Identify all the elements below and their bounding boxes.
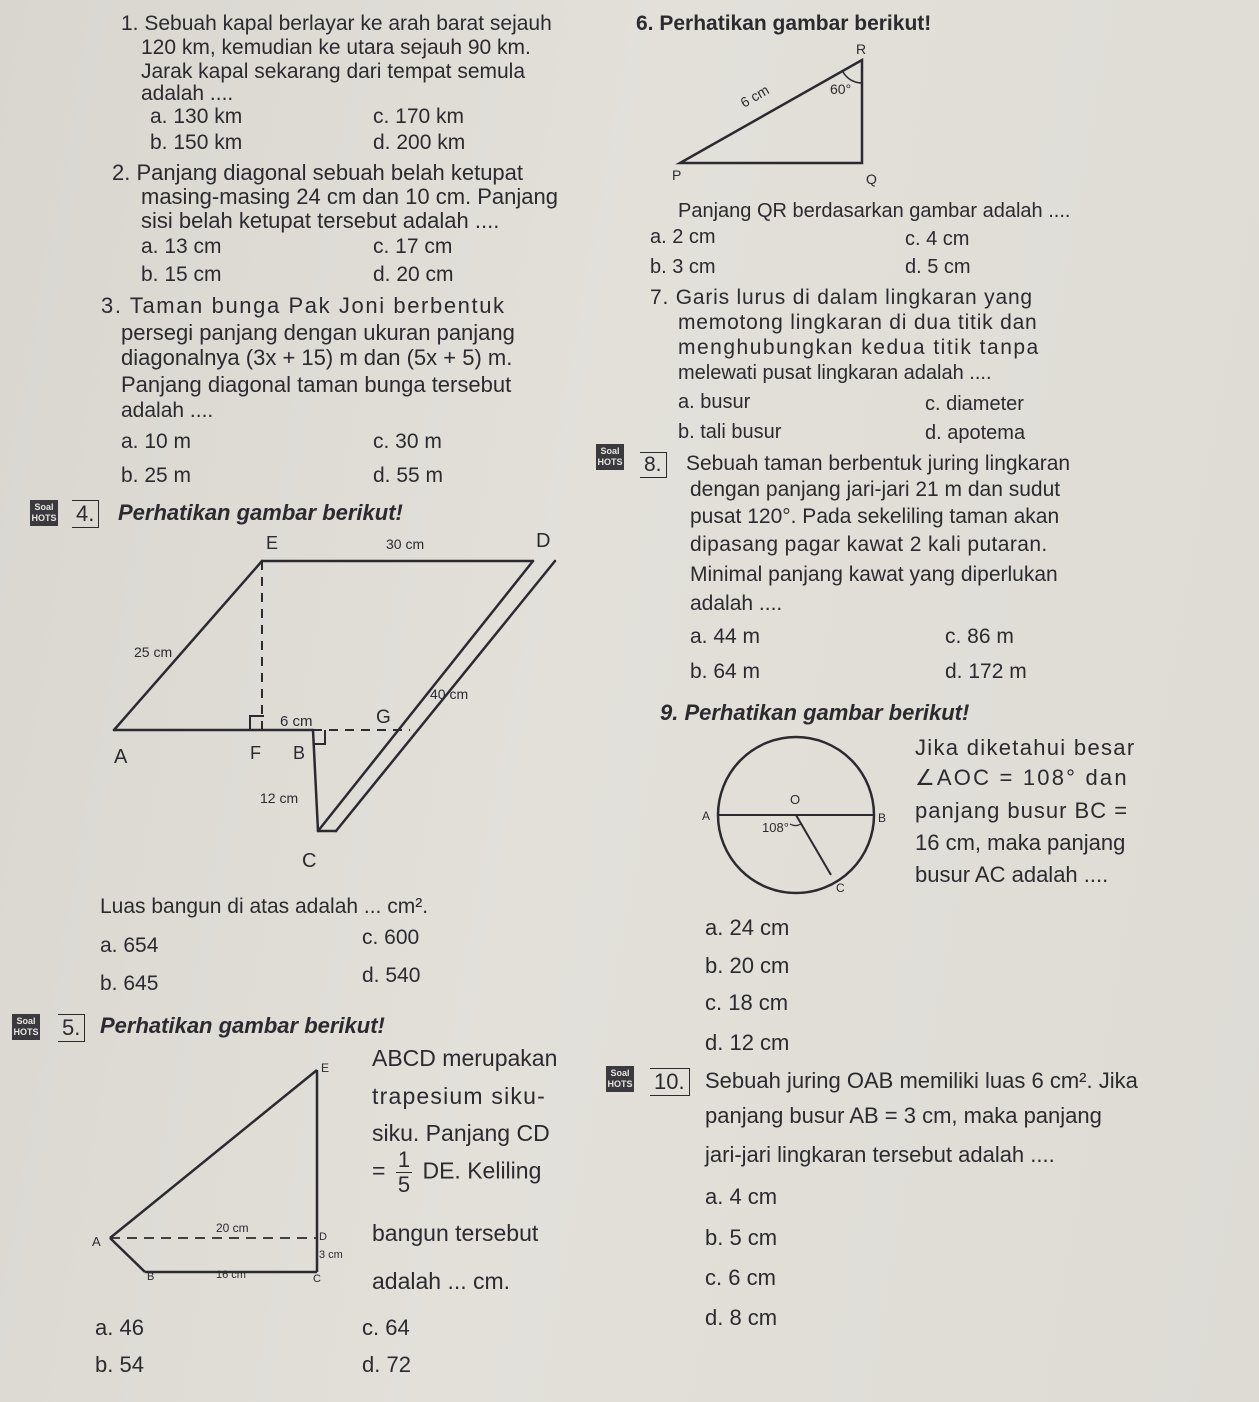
q4-label-bc: 12 cm xyxy=(260,790,299,806)
q7-option-d[interactable]: d. apotema xyxy=(925,422,1026,444)
q7-option-b[interactable]: b. tali busur xyxy=(678,421,782,443)
q6-label-angle: 60° xyxy=(830,81,852,97)
q4-option-d[interactable]: d. 540 xyxy=(362,964,421,987)
q7-line-2: memotong lingkaran di dua titik dan xyxy=(678,311,1038,334)
q9-line-1: Jika diketahui besar xyxy=(915,735,1136,760)
q2-line-1: 2. Panjang diagonal sebuah belah ketupat xyxy=(112,160,524,185)
q9-option-a[interactable]: a. 24 cm xyxy=(705,915,790,940)
q9-line-4: 16 cm, maka panjang xyxy=(915,830,1126,855)
q5-line-2: trapesium siku- xyxy=(372,1083,546,1109)
q6-question: Panjang QR berdasarkan gambar adalah .... xyxy=(678,200,1071,222)
q4-label-top: 30 cm xyxy=(386,536,425,552)
q4-label-f: F xyxy=(250,743,261,763)
q5-option-b[interactable]: b. 54 xyxy=(95,1352,144,1377)
q7-line-4: melewati pusat lingkaran adalah .... xyxy=(678,362,992,384)
q8-option-d[interactable]: d. 172 m xyxy=(945,660,1027,683)
q6-triangle xyxy=(680,60,862,163)
q6-option-b[interactable]: b. 3 cm xyxy=(650,256,716,278)
q4-label-a: A xyxy=(114,746,128,768)
q4-figure xyxy=(100,525,580,885)
q5-line-5: adalah ... cm. xyxy=(372,1268,511,1294)
q5-label-b: B xyxy=(147,1271,155,1283)
q7-option-c[interactable]: c. diameter xyxy=(925,393,1024,415)
q4-title: Perhatikan gambar berikut! xyxy=(118,500,403,525)
q2-option-b[interactable]: b. 15 cm xyxy=(141,263,222,286)
q4-question: Luas bangun di atas adalah ... cm². xyxy=(100,895,429,918)
q6-label-q: Q xyxy=(866,171,877,187)
q4-label-e: E xyxy=(266,533,279,553)
q4-number: 4. xyxy=(72,500,99,528)
q5-line-1: ABCD merupakan xyxy=(372,1045,558,1071)
q9-option-d[interactable]: d. 12 cm xyxy=(705,1030,790,1055)
hots-badge: Soal HOTS xyxy=(606,1066,634,1092)
q5-label-bc: 16 cm xyxy=(216,1269,246,1281)
q5-frac-num: 1 xyxy=(397,1147,411,1172)
hots-badge: Soal HOTS xyxy=(12,1014,40,1040)
q5-option-c[interactable]: c. 64 xyxy=(362,1315,410,1340)
q1-line-1: 1. Sebuah kapal berlayar ke arah barat sejauh xyxy=(121,12,552,35)
q8-option-b[interactable]: b. 64 m xyxy=(690,660,761,683)
q5-figure xyxy=(90,1060,370,1300)
q6-label-r: R xyxy=(856,41,867,57)
q8-line-5: Minimal panjang kawat yang diperlukan xyxy=(690,563,1058,586)
q4-option-c[interactable]: c. 600 xyxy=(362,926,420,949)
q9-line-3: panjang busur BC = xyxy=(915,798,1129,823)
q3-line-3: diagonalnya (3x + 15) m dan (5x + 5) m. xyxy=(121,345,513,370)
q7-line-3: menghubungkan kedua titik tanpa xyxy=(678,336,1040,359)
q2-option-c[interactable]: c. 17 cm xyxy=(373,235,453,258)
q5-label-cd: 3 cm xyxy=(319,1249,343,1261)
q6-option-d[interactable]: d. 5 cm xyxy=(905,256,971,278)
q6-title: 6. Perhatikan gambar berikut! xyxy=(636,12,932,35)
q3-option-a[interactable]: a. 10 m xyxy=(121,430,192,453)
q9-line-5: busur AC adalah .... xyxy=(915,862,1109,887)
q3-line-5: adalah .... xyxy=(121,399,214,422)
q4-label-b: B xyxy=(293,743,306,763)
q5-frac-den: 5 xyxy=(397,1172,411,1197)
q7-line-1: 7. Garis lurus di dalam lingkaran yang xyxy=(650,286,1033,309)
q10-line-2: panjang busur AB = 3 cm, maka panjang xyxy=(705,1103,1102,1128)
q2-option-d[interactable]: d. 20 cm xyxy=(373,263,454,286)
q5-option-d[interactable]: d. 72 xyxy=(362,1352,411,1377)
q5-line-3: siku. Panjang CD xyxy=(372,1120,550,1146)
q3-option-b[interactable]: b. 25 m xyxy=(121,464,192,487)
q3-option-d[interactable]: d. 55 m xyxy=(373,464,444,487)
q9-title: 9. Perhatikan gambar berikut! xyxy=(660,700,970,725)
q4-option-a[interactable]: a. 654 xyxy=(100,934,159,957)
q8-option-c[interactable]: c. 86 m xyxy=(945,625,1014,648)
q8-option-a[interactable]: a. 44 m xyxy=(690,625,761,648)
q4-label-d: D xyxy=(536,530,551,552)
q6-option-c[interactable]: c. 4 cm xyxy=(905,228,970,250)
q8-line-3: pusat 120°. Pada sekeliling taman akan xyxy=(690,505,1060,528)
q4-label-c: C xyxy=(302,850,317,872)
q9-label-angle: 108° xyxy=(762,820,789,835)
q5-label-ad: 20 cm xyxy=(216,1221,249,1235)
q4-option-b[interactable]: b. 645 xyxy=(100,972,159,995)
q9-radius-oc xyxy=(796,815,831,875)
q8-number: 8. xyxy=(640,452,667,478)
q1-option-c[interactable]: c. 170 km xyxy=(373,105,465,128)
q9-label-c: C xyxy=(836,881,845,895)
q5-fraction xyxy=(396,1148,412,1197)
q6-label-side: 6 cm xyxy=(737,81,772,111)
q1-line-4: adalah .... xyxy=(141,82,234,105)
q5-edge-ab xyxy=(110,1238,145,1272)
q3-line-1: 3. Taman bunga Pak Joni berbentuk xyxy=(101,293,506,318)
q5-eq-prefix: = xyxy=(372,1157,386,1184)
q1-line-3: Jarak kapal sekarang dari tempat semula xyxy=(141,60,526,83)
hots-badge: Soal HOTS xyxy=(596,444,624,470)
q5-label-e: E xyxy=(321,1061,330,1075)
q4-edge-bc xyxy=(313,730,318,831)
q10-option-b[interactable]: b. 5 cm xyxy=(705,1225,778,1250)
q4-label-left: 25 cm xyxy=(134,644,173,660)
q8-line-4: dipasang pagar kawat 2 kali putaran. xyxy=(690,533,1048,556)
q9-line-2: ∠AOC = 108° dan xyxy=(915,765,1129,790)
q5-label-a: A xyxy=(92,1234,101,1249)
q5-label-d: D xyxy=(319,1231,327,1243)
q10-number: 10. xyxy=(650,1068,690,1096)
q10-line-3: jari-jari lingkaran tersebut adalah .... xyxy=(705,1142,1055,1167)
q5-equation xyxy=(372,1148,541,1197)
q9-option-c[interactable]: c. 18 cm xyxy=(705,990,789,1015)
q9-angle-arc xyxy=(790,824,801,825)
q6-option-a[interactable]: a. 2 cm xyxy=(650,226,716,248)
q8-line-2: dengan panjang jari-jari 21 m dan sudut xyxy=(690,478,1061,501)
q5-edge-ea xyxy=(110,1070,317,1238)
q9-option-b[interactable]: b. 20 cm xyxy=(705,953,790,978)
q9-label-o: O xyxy=(790,792,801,807)
q9-label-b: B xyxy=(878,811,887,825)
q3-option-c[interactable]: c. 30 m xyxy=(373,430,442,453)
q10-option-c[interactable]: c. 6 cm xyxy=(705,1265,776,1290)
q5-line-4: bangun tersebut xyxy=(372,1220,539,1246)
q5-title: Perhatikan gambar berikut! xyxy=(100,1013,385,1038)
q10-line-1: Sebuah juring OAB memiliki luas 6 cm². Jika xyxy=(705,1068,1138,1093)
q3-line-2: persegi panjang dengan ukuran panjang xyxy=(121,320,515,345)
q2-line-3: sisi belah ketupat tersebut adalah .... xyxy=(141,208,500,233)
q9-label-a: A xyxy=(702,809,711,823)
q1-option-b[interactable]: b. 150 km xyxy=(150,131,243,154)
q4-label-g: G xyxy=(376,707,391,728)
q5-label-c: C xyxy=(313,1273,321,1285)
q8-line-1: Sebuah taman berbentuk juring lingkaran xyxy=(686,452,1071,475)
q1-option-a[interactable]: a. 130 km xyxy=(150,105,243,128)
q1-line-2: 120 km, kemudian ke utara sejauh 90 km. xyxy=(141,36,531,59)
q5-number: 5. xyxy=(58,1014,85,1042)
hots-badge: Soal HOTS xyxy=(30,500,58,526)
q5-option-a[interactable]: a. 46 xyxy=(95,1315,144,1340)
q4-label-diag: 40 cm xyxy=(430,686,469,702)
q4-edge-dc xyxy=(318,561,533,831)
q2-line-2: masing-masing 24 cm dan 10 cm. Panjang xyxy=(141,184,558,209)
q10-option-a[interactable]: a. 4 cm xyxy=(705,1184,778,1209)
q4-label-fb: 6 cm xyxy=(280,713,313,730)
q1-option-d[interactable]: d. 200 km xyxy=(373,131,466,154)
q8-line-6: adalah .... xyxy=(690,592,783,615)
q6-label-p: P xyxy=(672,167,682,183)
q6-figure xyxy=(660,38,900,188)
q9-figure xyxy=(696,730,896,900)
q7-option-a[interactable]: a. busur xyxy=(678,391,751,413)
q2-option-a[interactable]: a. 13 cm xyxy=(141,235,222,258)
q5-eq-suffix: DE. Keliling xyxy=(422,1157,542,1184)
q3-line-4: Panjang diagonal taman bunga tersebut xyxy=(121,372,512,397)
q10-option-d[interactable]: d. 8 cm xyxy=(705,1305,778,1330)
